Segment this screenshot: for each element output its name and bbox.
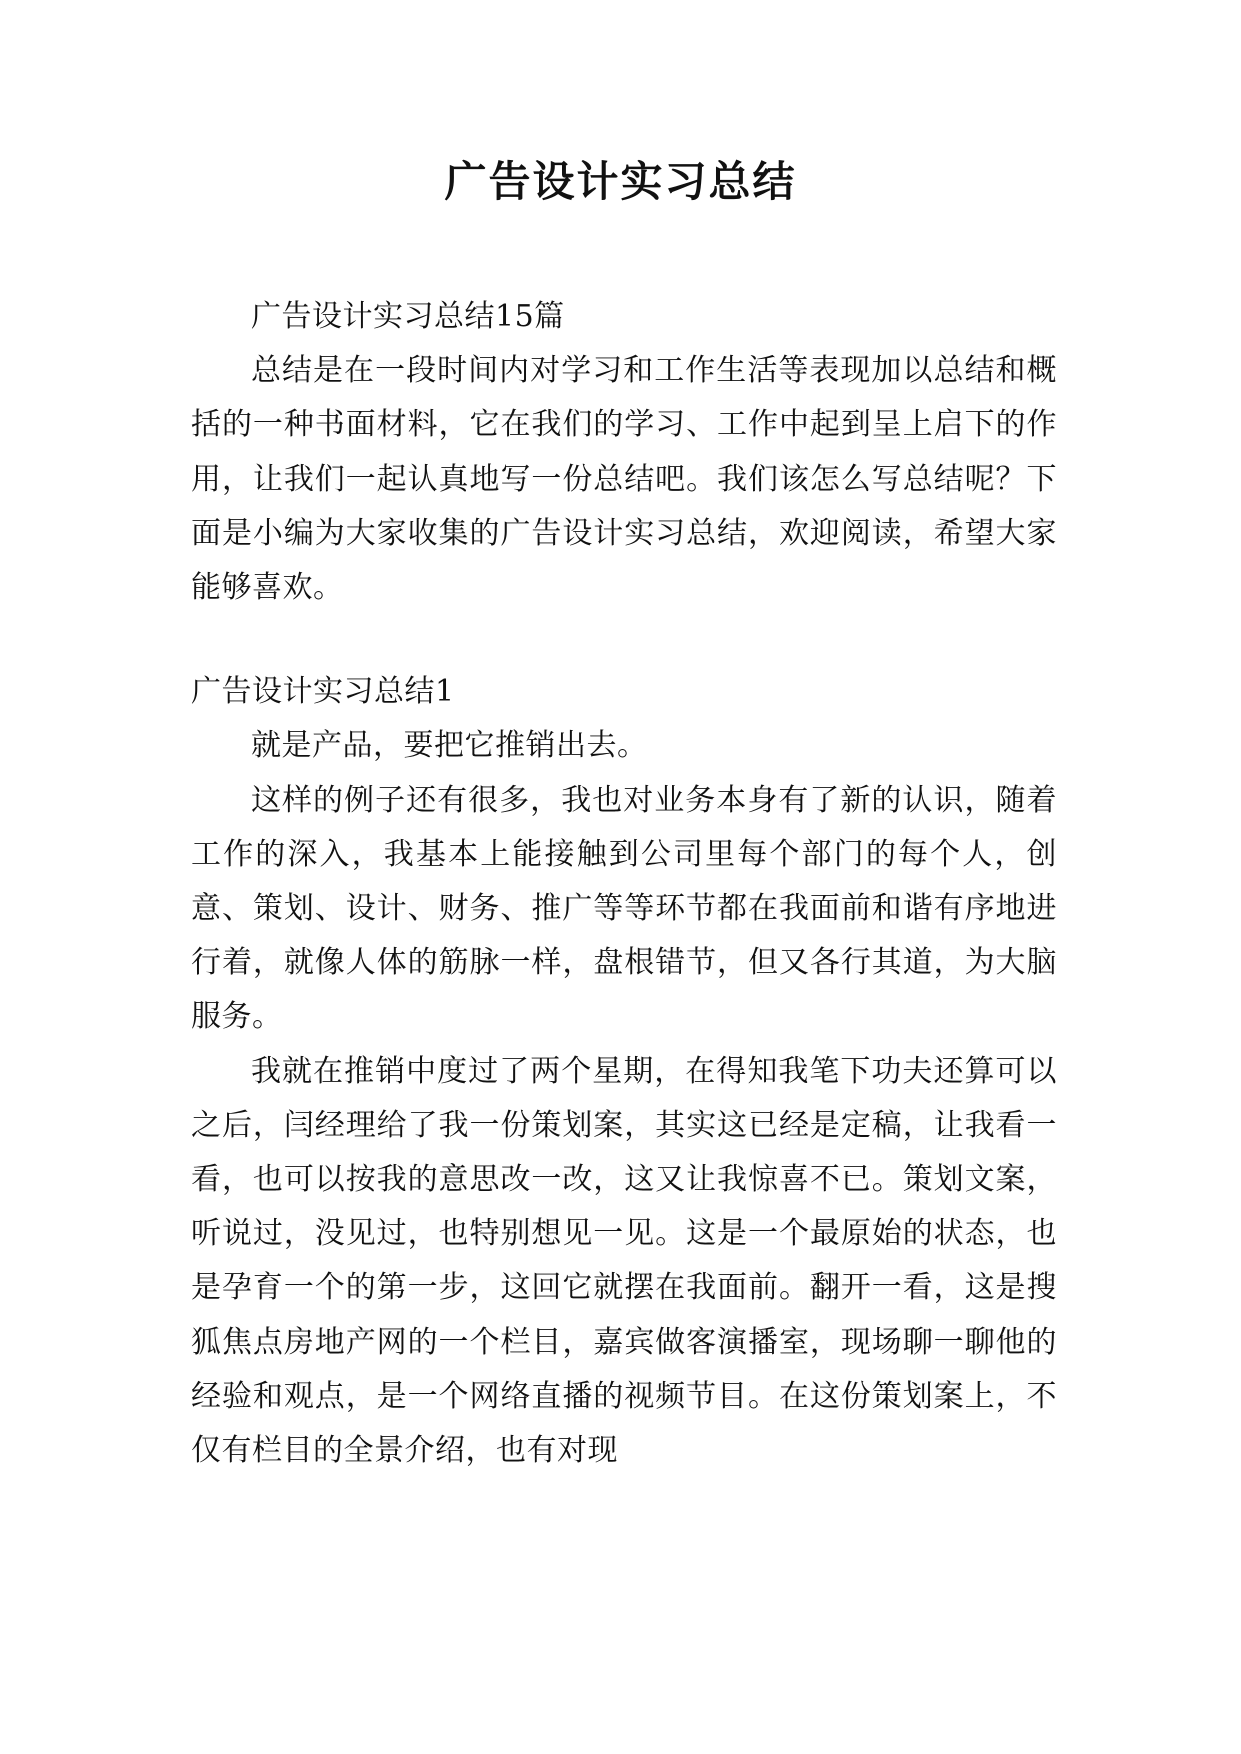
intro-paragraph: 总结是在一段时间内对学习和工作生活等表现加以总结和概括的一种书面材料，它在我们的学习、工作中起到呈上启下的作用，让我们一起认真地写一份总结吧。我们该怎么写总结呢？下面是小编为大家收集的广告设计实习总结，欢迎阅读，希望大家能够喜欢。 bbox=[191, 353, 1057, 606]
body-paragraph: 就是产品，要把它推销出去。 bbox=[251, 728, 648, 764]
page-title: 广告设计实习总结 bbox=[444, 157, 797, 206]
document-subtitle: 广告设计实习总结15篇 bbox=[251, 299, 565, 334]
section-heading: 广告设计实习总结1 bbox=[191, 674, 455, 710]
body-paragraph: 这样的例子还有很多，我也对业务本身有了新的认识，随着工作的深入，我基本上能接触到公司里每个部门的每个人，创意、策划、设计、财务、推广等等环节都在我面前和谐有序地进行着，就像人体的筋脉一样，盘根错节，但又各行其道，为大脑服务。 bbox=[191, 782, 1057, 1035]
body-paragraph: 我就在推销中度过了两个星期，在得知我笔下功夫还算可以之后，闫经理给了我一份策划案，其实这已经是定稿，让我看一看，也可以按我的意思改一改，这又让我惊喜不已。策划文案，听说过，没见过，也特别想见一见。这是一个最原始的状态，也是孕育一个的第一步，这回它就摆在我面前。翻开一看，这是搜狐焦点房地产网的一个栏目，嘉宾做客演播室，现场聊一聊他的经验和观点，是一个网络直播的视频节目。在这份策划案上，不仅有栏目的全景介绍，也有对现 bbox=[191, 1053, 1057, 1469]
document-body bbox=[191, 290, 1057, 1478]
